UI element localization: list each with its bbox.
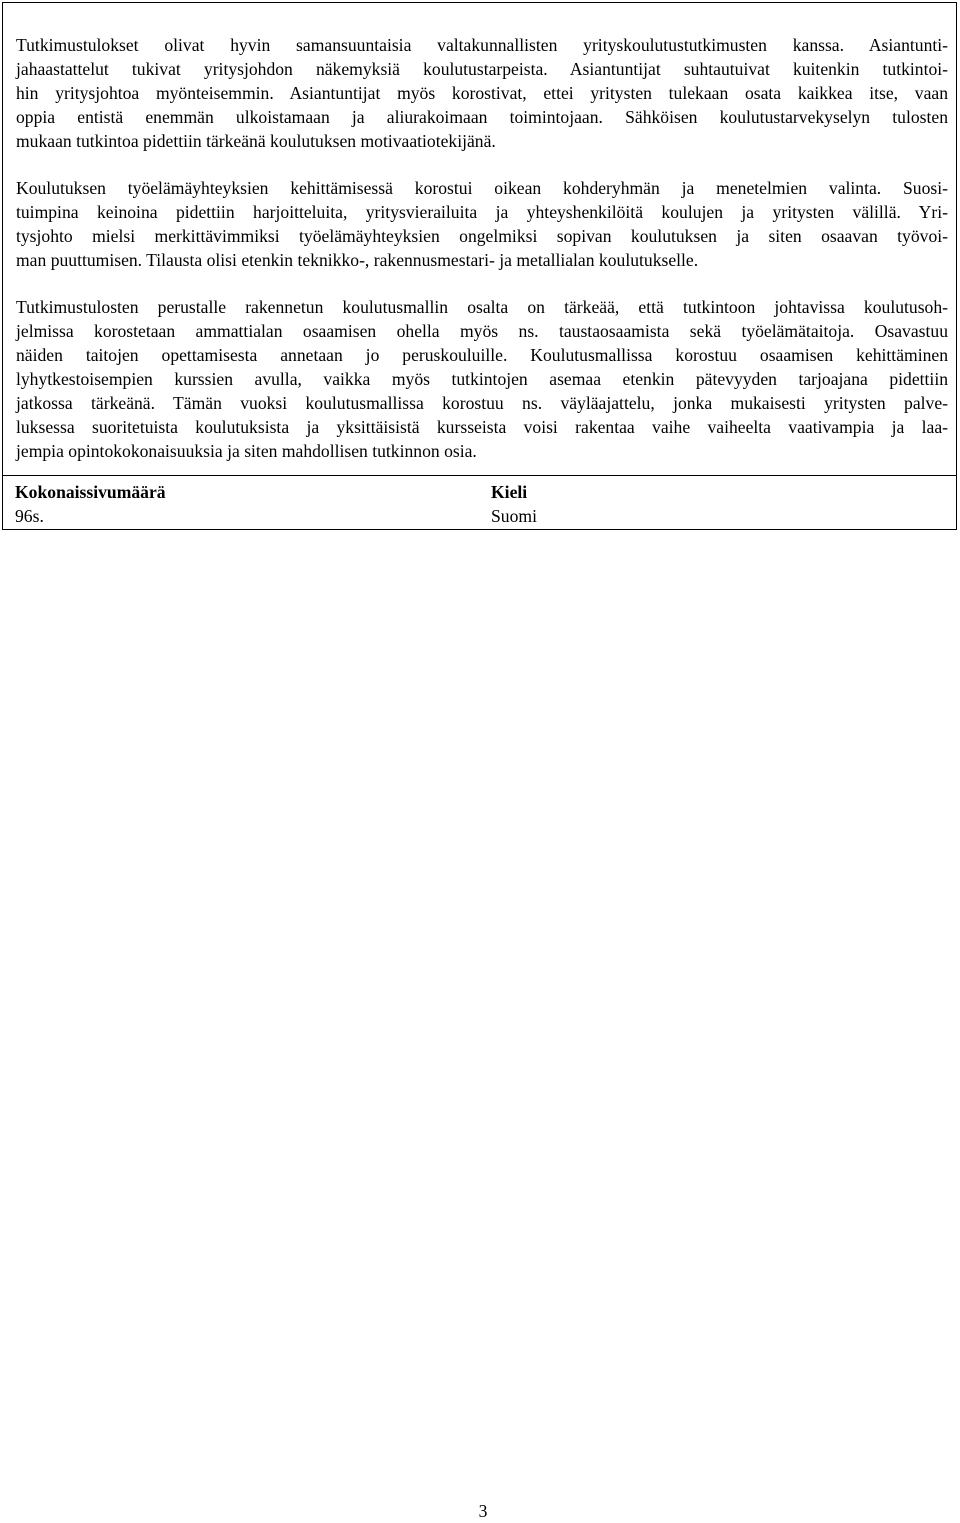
abstract-box [2, 2, 957, 476]
abstract-line: Tutkimustulosten perustalle rakennetun koulutusmallin osalta on tärkeää, että tutkintoon johtavissa koulutusoh- [16, 297, 948, 317]
abstract-line: hin yritysjohtoa myönteisemmin. Asiantuntijat myös korostivat, ettei yritysten tulekaan osata kaikkea itse, vaan [16, 83, 948, 103]
abstract-line: man puuttumisen. Tilausta olisi etenkin teknikko-, rakennusmestari- ja metallialan koulutukselle. [16, 250, 699, 270]
abstract-line: jelmissa korostetaan ammattialan osaamisen ohella myös ns. taustaosaamista sekä työelämätaitoja. Osavastuu [16, 321, 948, 341]
abstract-line: tuimpina keinoina pidettiin harjoitteluita, yritysvierailuita ja yhteyshenkilöitä koulujen ja yritysten välillä. Yri- [16, 202, 948, 222]
abstract-line: oppia entistä enemmän ulkoistamaan ja aliurakoimaan toimintojaan. Sähköisen koulutustarvekyselyn tulosten [16, 107, 948, 127]
abstract-line: luksessa suoritetuista koulutuksista ja yksittäisistä kursseista voisi rakentaa vaihe vaiheelta vaativampia ja laa- [16, 417, 948, 437]
abstract-line: jatkossa tärkeänä. Tämän vuoksi koulutusmallissa korostuu ns. väyläajattelu, jonka mukaisesti yritysten palve- [16, 393, 948, 413]
page-count-cell [15, 480, 166, 528]
page-count-label: Kokonaissivumäärä [15, 482, 166, 502]
page-count-value: 96s. [15, 506, 44, 526]
abstract-line: Koulutuksen työelämäyhteyksien kehittämisessä korostui oikean kohderyhmän ja menetelmien valinta. Suosi- [16, 178, 948, 198]
abstract-line: näiden taitojen opettamisesta annetaan jo peruskouluille. Koulutusmallissa korostuu osaamisen kehittäminen [16, 345, 948, 365]
page-number: 3 [478, 1501, 488, 1521]
abstract-line: Tutkimustulokset olivat hyvin samansuuntaisia valtakunnallisten yrityskoulutustutkimusten kanssa. Asiantunti- [16, 35, 948, 55]
language-label: Kieli [491, 482, 528, 502]
abstract-line: jempia opintokokonaisuuksia ja siten mahdollisen tutkinnon osia. [16, 441, 477, 461]
abstract-line: mukaan tutkintoa pidettiin tärkeänä koulutuksen motivaatiotekijänä. [16, 131, 496, 151]
language-value: Suomi [491, 506, 537, 526]
abstract-line: jahaastattelut tukivat yritysjohdon näkemyksiä koulutustarpeista. Asiantuntijat suhtautuivat kuitenkin tutkintoi- [16, 59, 948, 79]
language-cell [491, 480, 537, 528]
abstract-line: lyhytkestoisempien kurssien avulla, vaikka myös tutkintojen asemaa etenkin pätevyyden tarjoajana pidettiin [16, 369, 948, 389]
metadata-box [2, 476, 957, 530]
abstract-line: tysjohto mielsi merkittävimmiksi työelämäyhteyksien ongelmiksi sopivan koulutuksen ja siten osaavan työvoi- [16, 226, 948, 246]
